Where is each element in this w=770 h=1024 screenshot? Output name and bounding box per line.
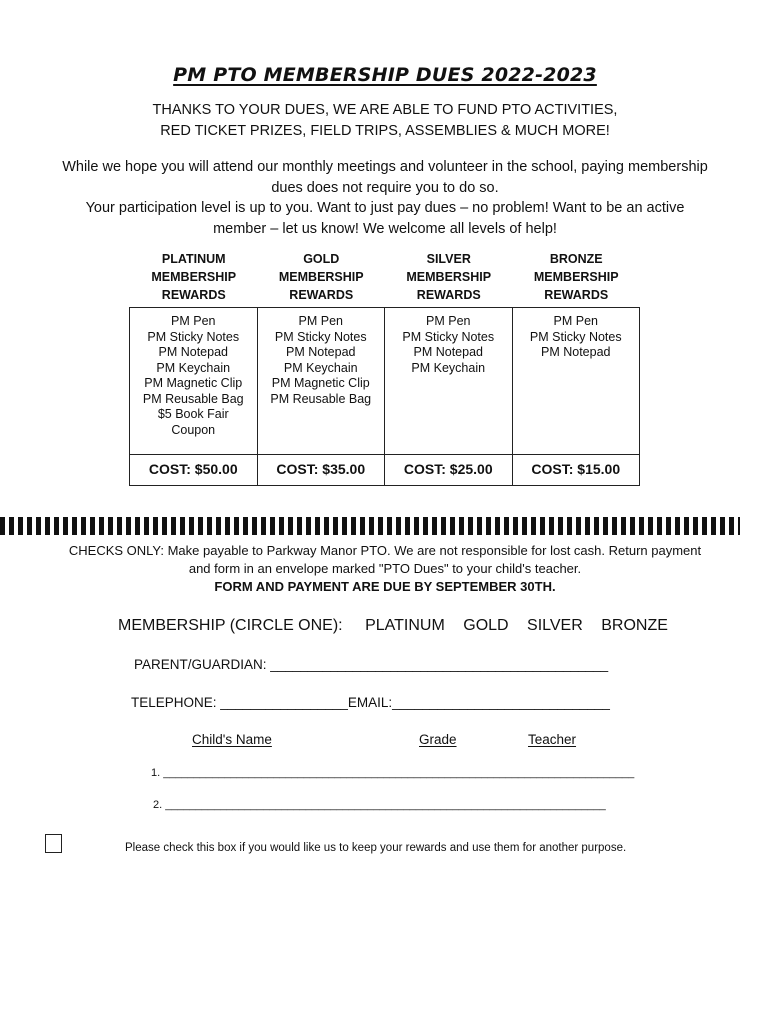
option-gold[interactable]: GOLD — [463, 617, 509, 634]
reward-item: PM Pen — [426, 314, 471, 328]
rewards-items-row — [130, 308, 640, 455]
reward-item: PM Sticky Notes — [147, 329, 240, 344]
tear-off-line — [0, 517, 740, 535]
tier-sub: MEMBERSHIP — [151, 270, 237, 284]
tier-header-gold — [258, 250, 386, 304]
intro-text — [0, 100, 770, 142]
option-bronze[interactable]: BRONZE — [601, 617, 668, 634]
membership-selection — [118, 617, 682, 635]
tier-name: SILVER — [426, 252, 471, 266]
para-line-1: While we hope you will attend our monthly meetings and volunteer in the school, paying membership — [62, 159, 708, 175]
tier-sub: REWARDS — [161, 288, 226, 302]
reward-item: PM Reusable Bag — [142, 391, 244, 406]
option-platinum[interactable]: PLATINUM — [365, 617, 445, 634]
child-entry-1[interactable]: 1. _____________________________________________________________________________ — [151, 767, 635, 779]
reward-item: PM Pen — [171, 314, 216, 328]
silver-rewards-cell — [385, 308, 513, 455]
reward-item: PM Notepad — [286, 345, 356, 359]
tier-name: GOLD — [303, 252, 340, 266]
reward-item: PM Notepad — [541, 345, 611, 359]
intro-line-1: THANKS TO YOUR DUES, WE ARE ABLE TO FUND PTO ACTIVITIES, — [152, 102, 618, 118]
para-line-2: dues does not require you to do so. — [271, 179, 499, 196]
tier-name: BRONZE — [549, 252, 603, 266]
tier-headers — [130, 250, 640, 304]
reward-item: PM Sticky Notes — [529, 329, 622, 344]
tier-name: PLATINUM — [161, 252, 226, 266]
parent-guardian-field[interactable]: PARENT/GUARDIAN: _____________________________________________ — [134, 657, 609, 672]
reward-item: PM Notepad — [413, 345, 483, 359]
reward-item: PM Keychain — [156, 360, 231, 375]
para-line-3: Your participation level is up to you. Want to just pay dues – no problem! Want to be an active — [85, 200, 685, 216]
option-silver[interactable]: SILVER — [527, 617, 583, 634]
reward-item: PM Magnetic Clip — [144, 376, 243, 390]
reward-item: PM Keychain — [283, 360, 358, 375]
child-name-header: Child's Name — [192, 732, 272, 747]
tier-sub: REWARDS — [416, 288, 481, 302]
platinum-rewards-cell — [130, 308, 258, 455]
reward-item: PM Magnetic Clip — [271, 376, 370, 390]
due-date-notice: FORM AND PAYMENT ARE DUE BY SEPTEMBER 30TH. — [214, 579, 556, 594]
tier-sub: REWARDS — [544, 288, 609, 302]
tier-sub: MEMBERSHIP — [278, 270, 364, 284]
telephone-email-field[interactable]: TELEPHONE: _________________EMAIL:_____________________________ — [131, 695, 610, 710]
reward-item: Coupon — [171, 422, 216, 437]
tier-sub: REWARDS — [289, 288, 354, 302]
tier-sub: MEMBERSHIP — [406, 270, 492, 284]
tier-header-silver — [385, 250, 513, 304]
payment-instructions — [40, 542, 730, 596]
intro-line-2: RED TICKET PRIZES, FIELD TRIPS, ASSEMBLIES & MUCH MORE! — [160, 123, 610, 139]
reward-item: PM Notepad — [158, 345, 228, 359]
bronze-rewards-cell — [512, 308, 640, 455]
reward-item: PM Pen — [298, 314, 343, 328]
reward-item: PM Reusable Bag — [270, 391, 372, 406]
grade-header: Grade — [419, 732, 457, 747]
tier-header-bronze — [513, 250, 641, 304]
checks-line-2: and form in an envelope marked "PTO Dues" to your child's teacher. — [188, 561, 582, 576]
rewards-table — [129, 307, 640, 486]
checks-line-1: CHECKS ONLY: Make payable to Parkway Manor PTO. We are not responsible for lost cash. Return payment — [68, 543, 702, 558]
reward-item: PM Pen — [553, 314, 598, 328]
para-line-4: member – let us know! We welcome all levels of help! — [213, 220, 557, 237]
participation-paragraph — [40, 157, 730, 239]
form-title: PM PTO MEMBERSHIP DUES 2022-2023 — [173, 64, 597, 86]
child-entry-2[interactable]: 2. ________________________________________________________________________ — [153, 799, 606, 811]
bronze-cost: COST: $15.00 — [512, 455, 640, 486]
reward-item: $5 Book Fair — [157, 407, 229, 421]
reward-item: PM Keychain — [411, 360, 486, 375]
keep-rewards-checkbox[interactable] — [45, 834, 62, 853]
reward-item: PM Sticky Notes — [402, 329, 495, 344]
platinum-cost: COST: $50.00 — [130, 455, 258, 486]
teacher-header: Teacher — [528, 732, 577, 747]
cost-row — [130, 455, 640, 486]
reward-item: PM Sticky Notes — [274, 329, 367, 344]
tier-sub: MEMBERSHIP — [533, 270, 619, 284]
silver-cost: COST: $25.00 — [385, 455, 513, 486]
gold-rewards-cell — [257, 308, 385, 455]
tier-header-platinum — [130, 250, 258, 304]
checkbox-note: Please check this box if you would like us to keep your rewards and use them for another purpose. — [125, 842, 627, 854]
gold-cost: COST: $35.00 — [257, 455, 385, 486]
membership-label: MEMBERSHIP (CIRCLE ONE): — [118, 617, 343, 634]
